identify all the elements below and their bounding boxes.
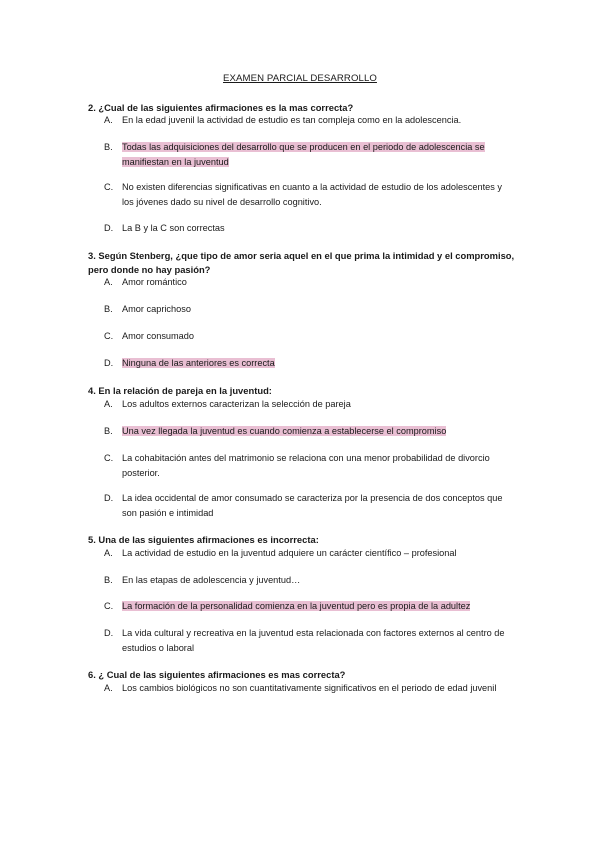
option-text: La cohabitación antes del matrimonio se relaciona con una menor probabilidad de divorcio posterior. (122, 453, 490, 478)
option-letter: A. (104, 399, 113, 409)
question-5-option-d (104, 626, 514, 655)
option-text: Amor caprichoso (122, 304, 191, 314)
option-letter: B. (104, 426, 113, 436)
option-letter: C. (104, 331, 114, 341)
option-letter: A. (104, 115, 113, 125)
option-letter: A. (104, 548, 113, 558)
question-3-prompt: 3. Según Stenberg, ¿que tipo de amor seria aquel en el que prima la intimidad y el compromiso, pero donde no hay pasión? (88, 250, 515, 275)
question-4-option-c (104, 451, 514, 480)
question-5-prompt: 5. Una de las siguientes afirmaciones es incorrecta: (88, 534, 319, 545)
answer-highlight: Todas las adquisiciones del desarrollo que se producen en el periodo de adolescencia se manifiestan en la juventud (122, 142, 485, 167)
question-4-prompt: 4. En la relación de pareja en la juventud: (88, 385, 272, 396)
option-text: No existen diferencias significativas en cuanto a la actividad de estudio de los adolescentes y los jóvenes dado su nivel de desarrollo cognitivo. (122, 182, 502, 207)
option-letter: A. (104, 277, 113, 287)
option-text: La actividad de estudio en la juventud adquiere un carácter científico – profesional (122, 548, 457, 558)
exam-title: EXAMEN PARCIAL DESARROLLO (223, 73, 377, 84)
option-text (122, 599, 514, 614)
answer-highlight: Ninguna de las anteriores es correcta (122, 358, 275, 368)
question-3-option-a (104, 275, 514, 290)
question-6-option-a (104, 681, 514, 696)
question-4-option-a (104, 397, 514, 412)
option-letter: C. (104, 601, 114, 611)
option-text: La vida cultural y recreativa en la juventud esta relacionada con factores externos al centro de estudios o laboral (122, 628, 505, 653)
option-letter: D. (104, 223, 114, 233)
question-4-option-b (104, 424, 514, 439)
question-3-option-c (104, 329, 514, 344)
option-letter: B. (104, 304, 113, 314)
option-text: Los adultos externos caracterizan la selección de pareja (122, 399, 351, 409)
option-letter: D. (104, 493, 114, 503)
question-5-option-a (104, 546, 514, 561)
option-text: Amor consumado (122, 331, 195, 341)
option-letter: C. (104, 453, 114, 463)
question-5-option-b (104, 573, 514, 588)
option-text (122, 140, 514, 169)
option-text: En la edad juvenil la actividad de estudio es tan compleja como en la adolescencia. (122, 115, 462, 125)
option-text: En las etapas de adolescencia y juventud… (122, 575, 301, 585)
option-letter: C. (104, 182, 114, 192)
question-3-option-b (104, 302, 514, 317)
option-text: Amor romántico (122, 277, 187, 287)
option-letter: B. (104, 575, 113, 585)
question-3-option-d (104, 356, 514, 371)
option-letter: B. (104, 142, 113, 152)
question-2-option-b (104, 140, 514, 169)
option-letter: D. (104, 628, 114, 638)
option-text: La idea occidental de amor consumado se caracteriza por la presencia de dos conceptos que son pasión e intimidad (122, 493, 503, 518)
question-2-option-d (104, 221, 514, 236)
option-letter: D. (104, 358, 114, 368)
question-6-prompt: 6. ¿ Cual de las siguientes afirmaciones es mas correcta? (88, 669, 346, 680)
answer-highlight: Una vez llegada la juventud es cuando comienza a establecerse el compromiso (122, 426, 447, 436)
question-4-option-d (104, 491, 514, 520)
answer-highlight: La formación de la personalidad comienza en la juventud pero es propia de la adultez (122, 601, 471, 611)
option-text (122, 356, 514, 371)
option-text (122, 424, 514, 439)
question-2-option-a (104, 113, 514, 128)
option-letter: A. (104, 683, 113, 693)
option-text: La B y la C son correctas (122, 223, 225, 233)
question-2-option-c (104, 180, 514, 209)
question-2-prompt: 2. ¿Cual de las siguientes afirmaciones es la mas correcta? (88, 102, 354, 113)
option-text: Los cambios biológicos no son cuantitativamente significativos en el periodo de edad juvenil (122, 683, 497, 693)
question-5-option-c (104, 599, 514, 614)
